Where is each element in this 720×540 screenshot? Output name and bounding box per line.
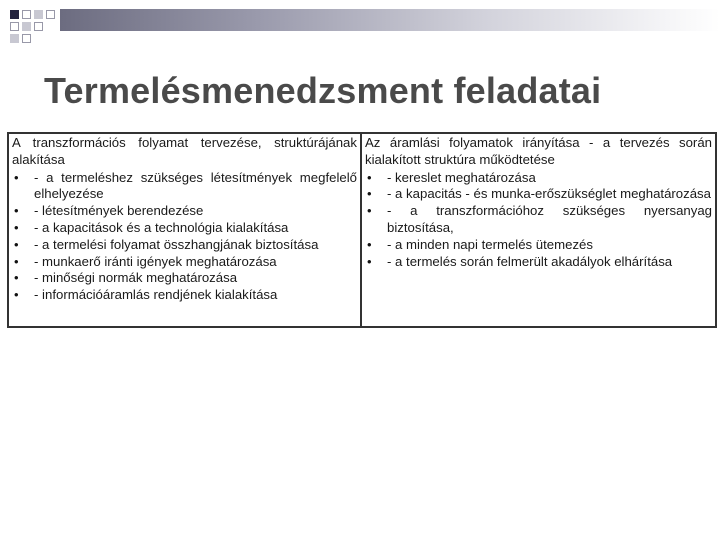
list-item xyxy=(365,237,712,254)
list-item xyxy=(12,254,357,271)
list-item xyxy=(12,287,357,304)
list-item xyxy=(12,237,357,254)
table-column-right xyxy=(362,134,715,326)
bullet-icon: • xyxy=(14,253,19,269)
tasks-table xyxy=(7,132,717,328)
list-item-text: - a transzformációhoz szükséges nyersanyag biztosítása, xyxy=(387,203,712,235)
column-header-right: Az áramlási folyamatok irányítása - a tervezés során kialakított struktúra működtetése xyxy=(365,135,712,167)
list-item-text: - a minden napi termelés ütemezés xyxy=(387,236,593,252)
column-header-left: A transzformációs folyamat tervezése, struktúrájának alakítása xyxy=(12,135,357,167)
list-right xyxy=(365,170,712,271)
bullet-icon: • xyxy=(367,203,372,219)
deco-square xyxy=(34,10,43,19)
table-column-left xyxy=(9,134,362,326)
list-item xyxy=(12,203,357,220)
bullet-icon: • xyxy=(14,236,19,252)
bullet-icon: • xyxy=(14,270,19,286)
list-item xyxy=(12,220,357,237)
bullet-icon: • xyxy=(367,253,372,269)
list-item-text: - létesítmények berendezése xyxy=(34,203,204,219)
header-gradient-band xyxy=(60,9,720,31)
bullet-icon: • xyxy=(367,236,372,252)
deco-square xyxy=(22,22,31,31)
list-item-text: - a kapacitások és a technológia kialakítása xyxy=(34,219,289,235)
bullet-icon: • xyxy=(14,169,19,185)
deco-square xyxy=(34,22,43,31)
list-item xyxy=(12,270,357,287)
list-item xyxy=(365,254,712,271)
list-item-text: - minőségi normák meghatározása xyxy=(34,270,238,286)
list-item-text: - munkaerő iránti igények meghatározása xyxy=(34,253,277,269)
list-item xyxy=(365,203,712,237)
slide-title: Termelésmenedzsment feladatai xyxy=(44,70,602,111)
list-item xyxy=(365,170,712,187)
deco-square xyxy=(10,34,19,43)
deco-square xyxy=(46,10,55,19)
deco-square xyxy=(22,10,31,19)
bullet-icon: • xyxy=(14,219,19,235)
list-item-text: - a termelés során felmerült akadályok elhárítása xyxy=(387,253,673,269)
deco-square xyxy=(22,34,31,43)
list-item xyxy=(365,186,712,203)
deco-square xyxy=(10,10,19,19)
bullet-icon: • xyxy=(14,287,19,303)
list-left xyxy=(12,170,357,304)
list-item-text: - a termeléshez szükséges létesítmények megfelelő elhelyezése xyxy=(34,169,357,202)
list-item-text: - kereslet meghatározása xyxy=(387,169,536,185)
bullet-icon: • xyxy=(14,203,19,219)
header-decoration xyxy=(0,0,720,40)
deco-square xyxy=(10,22,19,31)
bullet-icon: • xyxy=(367,186,372,202)
list-item-text: - információáramlás rendjének kialakítása xyxy=(34,287,278,303)
list-item-text: - a termelési folyamat összhangjának biztosítása xyxy=(34,236,319,252)
list-item xyxy=(12,170,357,204)
list-item-text: - a kapacitás - és munka-erőszükséglet meghatározása xyxy=(387,186,711,202)
bullet-icon: • xyxy=(367,169,372,185)
